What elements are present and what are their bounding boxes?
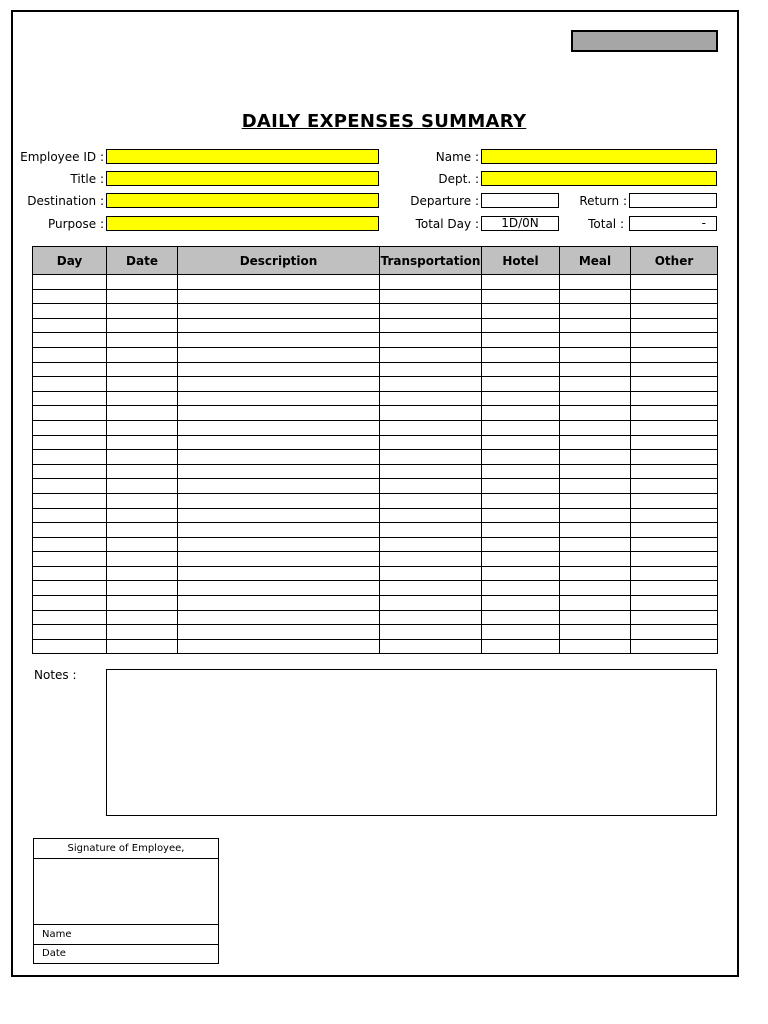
table-cell[interactable]	[482, 596, 560, 611]
table-cell[interactable]	[33, 552, 107, 567]
title-label: Title :	[70, 172, 104, 186]
table-cell[interactable]	[107, 347, 178, 362]
table-cell[interactable]	[482, 537, 560, 552]
table-cell[interactable]	[107, 493, 178, 508]
table-row	[33, 275, 718, 290]
table-cell[interactable]	[33, 450, 107, 465]
form-title: DAILY EXPENSES SUMMARY	[241, 111, 527, 132]
table-cell[interactable]	[482, 275, 560, 290]
table-cell[interactable]	[33, 581, 107, 596]
table-cell[interactable]	[33, 347, 107, 362]
table-cell[interactable]	[178, 318, 380, 333]
table-cell[interactable]	[631, 610, 718, 625]
table-row	[33, 406, 718, 421]
table-cell[interactable]	[560, 508, 631, 523]
table-cell[interactable]	[380, 420, 482, 435]
table-cell[interactable]	[107, 508, 178, 523]
table-row	[33, 610, 718, 625]
table-cell[interactable]	[482, 581, 560, 596]
table-row	[33, 464, 718, 479]
table-cell[interactable]	[560, 304, 631, 319]
title-field[interactable]	[106, 171, 379, 186]
table-cell[interactable]	[107, 362, 178, 377]
table-cell[interactable]	[482, 377, 560, 392]
table-body	[33, 275, 718, 654]
table-cell[interactable]	[33, 537, 107, 552]
table-cell[interactable]	[178, 289, 380, 304]
table-row	[33, 596, 718, 611]
table-cell[interactable]	[380, 566, 482, 581]
table-cell[interactable]	[107, 625, 178, 640]
table-cell[interactable]	[380, 610, 482, 625]
table-cell[interactable]	[631, 362, 718, 377]
table-cell[interactable]	[178, 639, 380, 654]
table-cell[interactable]	[631, 435, 718, 450]
return-label: Return :	[579, 194, 627, 208]
table-cell[interactable]	[482, 391, 560, 406]
table-cell[interactable]	[631, 377, 718, 392]
table-cell[interactable]	[560, 275, 631, 290]
table-cell[interactable]	[560, 464, 631, 479]
table-row	[33, 304, 718, 319]
table-row	[33, 552, 718, 567]
table-cell[interactable]	[380, 450, 482, 465]
table-row	[33, 420, 718, 435]
table-cell[interactable]	[107, 596, 178, 611]
table-cell[interactable]	[33, 318, 107, 333]
table-cell[interactable]	[107, 450, 178, 465]
table-cell[interactable]	[560, 435, 631, 450]
table-cell[interactable]	[560, 610, 631, 625]
table-cell[interactable]	[107, 537, 178, 552]
return-field[interactable]	[629, 193, 717, 208]
table-cell[interactable]	[33, 406, 107, 421]
table-cell[interactable]	[178, 464, 380, 479]
table-cell[interactable]	[631, 493, 718, 508]
table-row	[33, 435, 718, 450]
table-cell[interactable]	[178, 625, 380, 640]
table-cell[interactable]	[178, 523, 380, 538]
table-cell[interactable]	[560, 523, 631, 538]
table-cell[interactable]	[178, 275, 380, 290]
table-cell[interactable]	[178, 479, 380, 494]
table-row	[33, 318, 718, 333]
table-cell[interactable]	[560, 537, 631, 552]
table-cell[interactable]	[560, 318, 631, 333]
signature-area[interactable]	[34, 859, 218, 925]
table-cell[interactable]	[380, 304, 482, 319]
total-field[interactable]: -	[629, 216, 717, 231]
table-cell[interactable]	[380, 406, 482, 421]
table-row	[33, 450, 718, 465]
table-row	[33, 581, 718, 596]
table-cell[interactable]	[380, 464, 482, 479]
table-cell[interactable]	[482, 304, 560, 319]
table-cell[interactable]	[380, 493, 482, 508]
table-cell[interactable]	[631, 450, 718, 465]
header-description: Description	[178, 247, 380, 275]
table-cell[interactable]	[560, 581, 631, 596]
table-cell[interactable]	[560, 391, 631, 406]
table-cell[interactable]	[560, 566, 631, 581]
purpose-field[interactable]	[106, 216, 379, 231]
purpose-label: Purpose :	[47, 217, 104, 231]
table-cell[interactable]	[380, 362, 482, 377]
table-cell[interactable]	[178, 581, 380, 596]
table-cell[interactable]	[178, 304, 380, 319]
table-cell[interactable]	[33, 493, 107, 508]
table-row	[33, 347, 718, 362]
table-row	[33, 639, 718, 654]
table-cell[interactable]	[560, 289, 631, 304]
table-cell[interactable]	[107, 523, 178, 538]
table-cell[interactable]	[33, 479, 107, 494]
table-cell[interactable]	[380, 333, 482, 348]
table-cell[interactable]	[33, 625, 107, 640]
table-cell[interactable]	[107, 275, 178, 290]
table-cell[interactable]	[380, 552, 482, 567]
table-cell[interactable]	[560, 420, 631, 435]
table-cell[interactable]	[631, 304, 718, 319]
table-cell[interactable]	[631, 318, 718, 333]
signature-block	[33, 838, 219, 964]
table-cell[interactable]	[482, 625, 560, 640]
header-hotel: Hotel	[482, 247, 560, 275]
header-other: Other	[631, 247, 718, 275]
table-cell[interactable]	[107, 420, 178, 435]
table-cell[interactable]	[482, 406, 560, 421]
table-cell[interactable]	[33, 275, 107, 290]
table-row	[33, 537, 718, 552]
table-cell[interactable]	[107, 479, 178, 494]
table-cell[interactable]	[380, 596, 482, 611]
table-cell[interactable]	[631, 479, 718, 494]
table-row	[33, 391, 718, 406]
table-cell[interactable]	[631, 566, 718, 581]
table-cell[interactable]	[631, 333, 718, 348]
table-row	[33, 625, 718, 640]
header-meal: Meal	[560, 247, 631, 275]
table-cell[interactable]	[631, 406, 718, 421]
table-cell[interactable]	[33, 508, 107, 523]
table-cell[interactable]	[33, 523, 107, 538]
table-cell[interactable]	[482, 508, 560, 523]
destination-label: Destination :	[27, 194, 104, 208]
table-cell[interactable]	[178, 362, 380, 377]
table-cell[interactable]	[33, 304, 107, 319]
table-cell[interactable]	[107, 435, 178, 450]
employee-id-label: Employee ID :	[20, 150, 104, 164]
departure-label: Departure :	[410, 194, 479, 208]
table-cell[interactable]	[33, 639, 107, 654]
table-cell[interactable]	[178, 435, 380, 450]
table-cell[interactable]	[33, 566, 107, 581]
expenses-table	[32, 246, 718, 654]
table-cell[interactable]	[107, 566, 178, 581]
table-cell[interactable]	[178, 493, 380, 508]
table-cell[interactable]	[178, 391, 380, 406]
notes-label: Notes :	[34, 668, 77, 682]
table-row	[33, 289, 718, 304]
table-row	[33, 362, 718, 377]
table-cell[interactable]	[482, 523, 560, 538]
table-cell[interactable]	[33, 289, 107, 304]
table-cell[interactable]	[178, 377, 380, 392]
table-cell[interactable]	[33, 596, 107, 611]
table-cell[interactable]	[631, 391, 718, 406]
table-cell[interactable]	[631, 537, 718, 552]
departure-field[interactable]	[481, 193, 559, 208]
table-cell[interactable]	[631, 581, 718, 596]
header-transportation: Transportation	[380, 247, 482, 275]
table-cell[interactable]	[33, 435, 107, 450]
table-cell[interactable]	[107, 377, 178, 392]
table-cell[interactable]	[380, 625, 482, 640]
table-cell[interactable]	[560, 377, 631, 392]
table-cell[interactable]	[560, 406, 631, 421]
table-cell[interactable]	[178, 508, 380, 523]
table-cell[interactable]	[560, 493, 631, 508]
table-cell[interactable]	[560, 479, 631, 494]
table-cell[interactable]	[33, 420, 107, 435]
table-cell[interactable]	[107, 318, 178, 333]
dept-label: Dept. :	[438, 172, 479, 186]
table-cell[interactable]	[560, 362, 631, 377]
table-row	[33, 333, 718, 348]
table-cell[interactable]	[380, 347, 482, 362]
table-cell[interactable]	[107, 639, 178, 654]
table-header-row	[33, 247, 718, 275]
table-cell[interactable]	[560, 596, 631, 611]
table-cell[interactable]	[107, 552, 178, 567]
table-cell[interactable]	[178, 566, 380, 581]
table-cell[interactable]	[107, 406, 178, 421]
table-cell[interactable]	[33, 377, 107, 392]
header-grey-box	[571, 30, 718, 52]
table-cell[interactable]	[560, 333, 631, 348]
table-cell[interactable]	[631, 508, 718, 523]
table-cell[interactable]	[178, 406, 380, 421]
table-row	[33, 377, 718, 392]
table-cell[interactable]	[380, 581, 482, 596]
table-cell[interactable]	[482, 566, 560, 581]
table-cell[interactable]	[482, 493, 560, 508]
table-cell[interactable]	[631, 420, 718, 435]
signature-date: Date	[42, 948, 66, 959]
table-cell[interactable]	[482, 420, 560, 435]
notes-box[interactable]	[106, 669, 717, 816]
table-cell[interactable]	[380, 479, 482, 494]
table-row	[33, 566, 718, 581]
table-cell[interactable]	[178, 347, 380, 362]
table-cell[interactable]	[107, 464, 178, 479]
table-cell[interactable]	[107, 581, 178, 596]
table-cell[interactable]	[178, 610, 380, 625]
table-cell[interactable]	[380, 435, 482, 450]
table-cell[interactable]	[33, 610, 107, 625]
table-cell[interactable]	[631, 347, 718, 362]
table-cell[interactable]	[482, 610, 560, 625]
table-cell[interactable]	[380, 377, 482, 392]
total-label: Total :	[588, 217, 624, 231]
table-cell[interactable]	[107, 289, 178, 304]
table-cell[interactable]	[482, 318, 560, 333]
total-day-field[interactable]: 1D/0N	[481, 216, 559, 231]
table-cell[interactable]	[482, 435, 560, 450]
table-cell[interactable]	[380, 275, 482, 290]
table-cell[interactable]	[560, 625, 631, 640]
table-cell[interactable]	[482, 479, 560, 494]
table-cell[interactable]	[482, 289, 560, 304]
dept-field[interactable]	[481, 171, 717, 186]
table-cell[interactable]	[107, 333, 178, 348]
table-cell[interactable]	[107, 610, 178, 625]
table-cell[interactable]	[178, 420, 380, 435]
table-cell[interactable]	[631, 523, 718, 538]
table-cell[interactable]	[178, 537, 380, 552]
header-day: Day	[33, 247, 107, 275]
table-cell[interactable]	[178, 596, 380, 611]
table-cell[interactable]	[380, 318, 482, 333]
table-cell[interactable]	[560, 450, 631, 465]
destination-field[interactable]	[106, 193, 379, 208]
table-cell[interactable]	[482, 333, 560, 348]
table-row	[33, 493, 718, 508]
table-cell[interactable]	[178, 552, 380, 567]
table-cell[interactable]	[631, 289, 718, 304]
table-row	[33, 508, 718, 523]
table-row	[33, 479, 718, 494]
table-row	[33, 523, 718, 538]
table-cell[interactable]	[631, 464, 718, 479]
table-cell[interactable]	[33, 391, 107, 406]
table-cell[interactable]	[380, 391, 482, 406]
table-cell[interactable]	[482, 639, 560, 654]
table-cell[interactable]	[380, 537, 482, 552]
table-cell[interactable]	[482, 347, 560, 362]
table-cell[interactable]	[482, 362, 560, 377]
table-cell[interactable]	[631, 596, 718, 611]
table-cell[interactable]	[560, 639, 631, 654]
table-cell[interactable]	[560, 552, 631, 567]
table-cell[interactable]	[631, 275, 718, 290]
employee-id-field[interactable]	[106, 149, 379, 164]
table-cell[interactable]	[631, 639, 718, 654]
table-cell[interactable]	[631, 552, 718, 567]
table-cell[interactable]	[33, 464, 107, 479]
table-cell[interactable]	[107, 391, 178, 406]
table-cell[interactable]	[178, 333, 380, 348]
signature-header: Signature of Employee,	[34, 839, 218, 859]
table-cell[interactable]	[560, 347, 631, 362]
table-cell[interactable]	[482, 450, 560, 465]
signature-name: Name	[34, 925, 218, 945]
table-cell[interactable]	[380, 639, 482, 654]
table-cell[interactable]	[178, 450, 380, 465]
table-cell[interactable]	[380, 523, 482, 538]
header-date: Date	[107, 247, 178, 275]
total-day-label: Total Day :	[415, 217, 479, 231]
name-field[interactable]	[481, 149, 717, 164]
name-label: Name :	[435, 150, 479, 164]
table-cell[interactable]	[380, 508, 482, 523]
table-cell[interactable]	[107, 304, 178, 319]
table-cell[interactable]	[33, 333, 107, 348]
table-cell[interactable]	[380, 289, 482, 304]
table-cell[interactable]	[482, 464, 560, 479]
table-cell[interactable]	[33, 362, 107, 377]
table-cell[interactable]	[482, 552, 560, 567]
table-cell[interactable]	[631, 625, 718, 640]
